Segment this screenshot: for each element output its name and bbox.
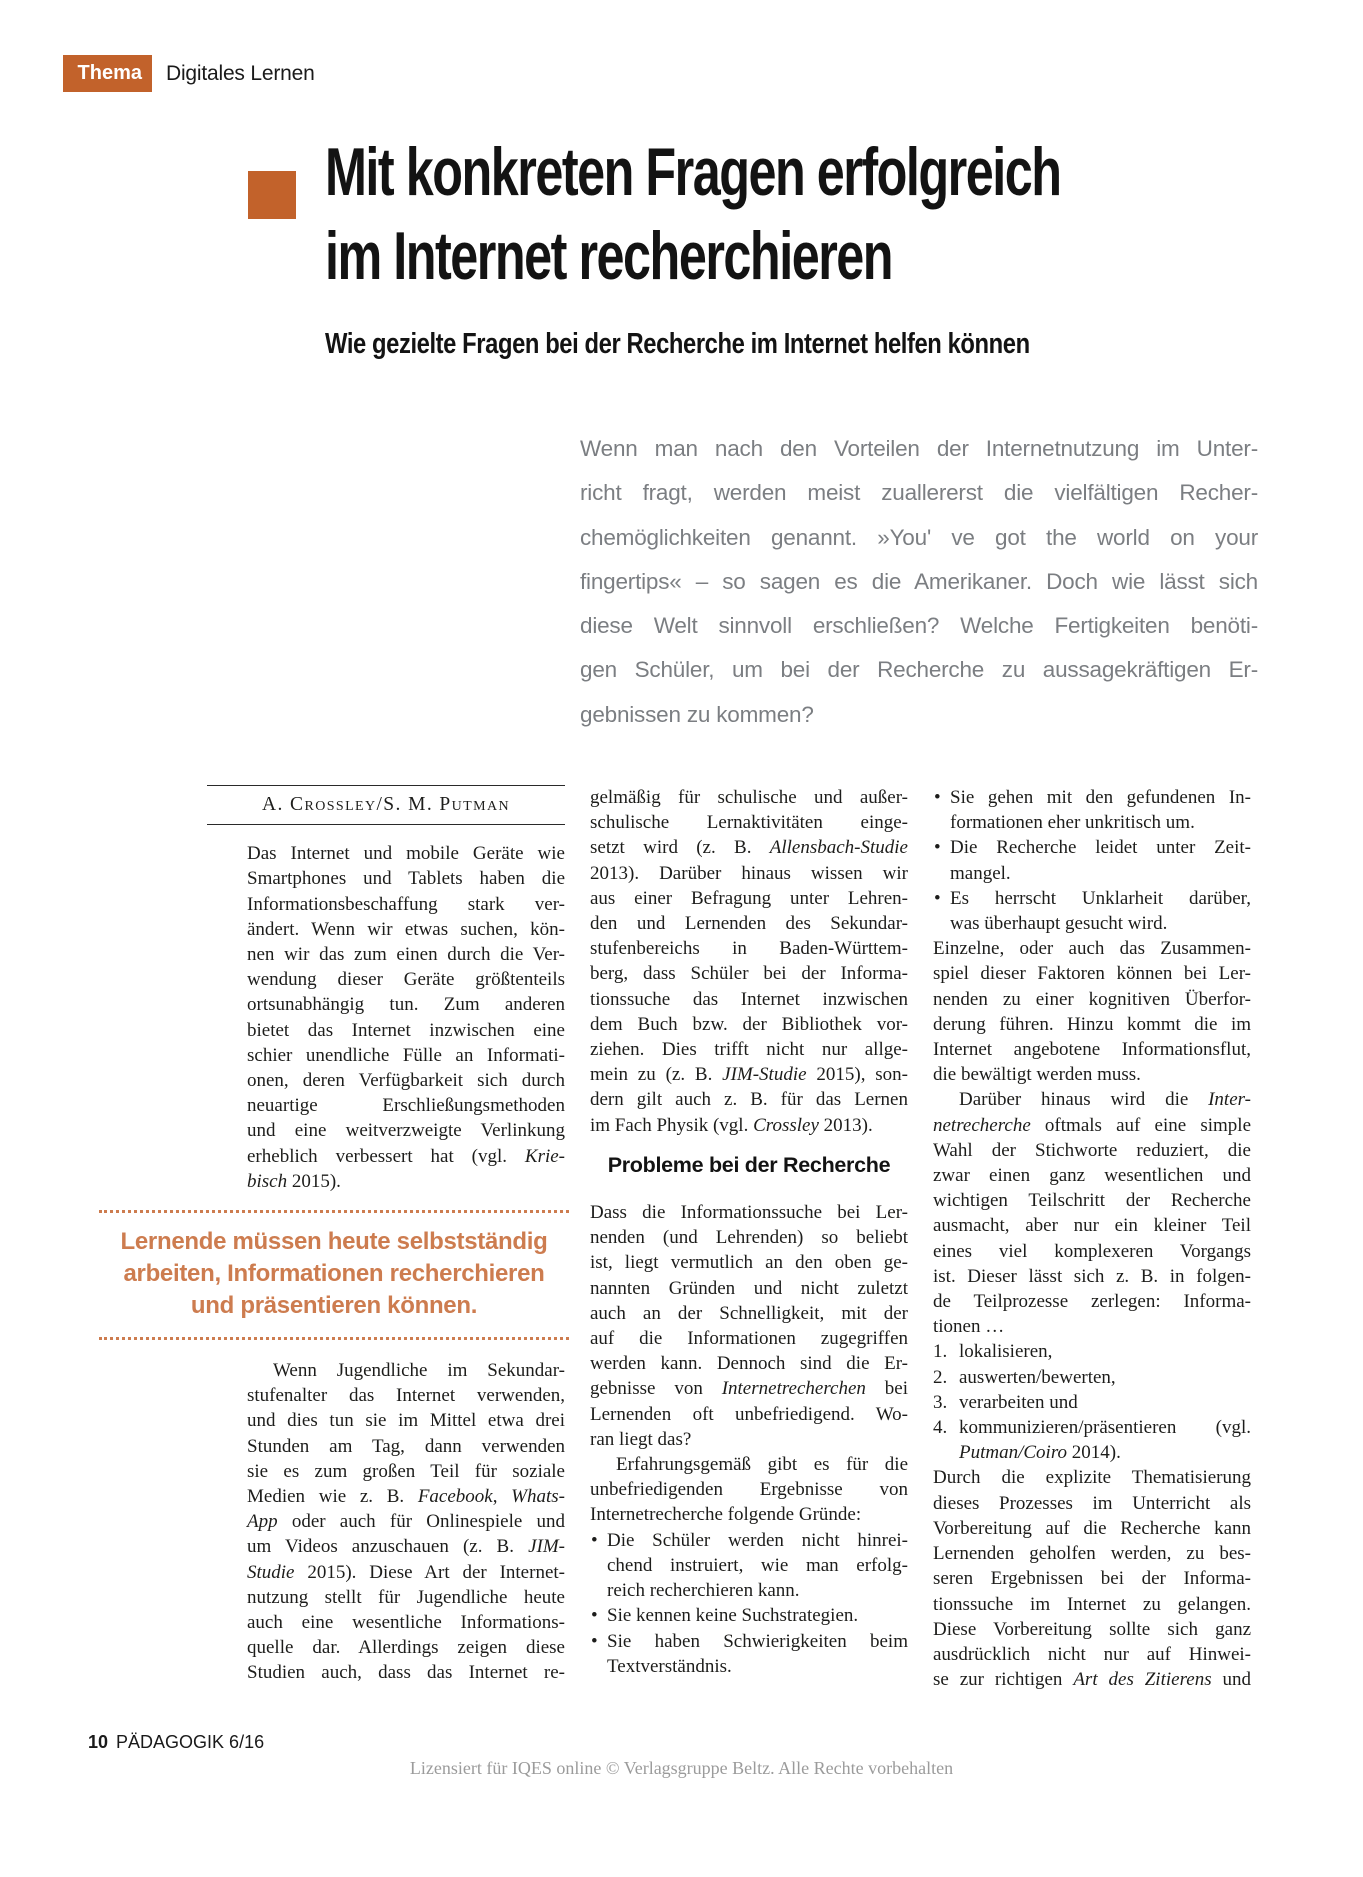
pull-quote-line: arbeiten, Informationen recherchieren: [123, 1260, 545, 1288]
pull-quote-line: und präsentieren können.: [190, 1292, 478, 1320]
text-line: Darüber hinaus wird die Inter-: [959, 1089, 1251, 1111]
text-line: bisch 2015).: [247, 1170, 341, 1192]
paragraph: [933, 1087, 1251, 1339]
text-line: Es herrscht Unklarheit darüber,: [950, 887, 1251, 909]
item-number: 3.: [933, 1391, 948, 1413]
bullet-icon: •: [934, 787, 941, 808]
text-line: Wahl der Stichworte reduziert, die: [933, 1139, 1251, 1161]
text-line: ist. Dieser lässt sich z. B. in folgen-: [933, 1265, 1251, 1287]
title-line-2: im Internet recherchieren: [325, 218, 893, 294]
text-line: spiel dieser Faktoren können bei Ler-: [933, 963, 1251, 985]
text-line: dieses Prozesses im Unterricht als: [933, 1492, 1251, 1514]
text-line: Die Schüler werden nicht hinrei-: [607, 1529, 908, 1551]
article-title: [325, 130, 1319, 361]
text-line: 2013). Darüber hinaus wissen wir: [590, 862, 908, 884]
bullet-item: [590, 1528, 908, 1604]
text-line: stufenalter das Internet verwenden,: [247, 1385, 565, 1407]
text-line: Sie gehen mit den gefundenen In-: [950, 787, 1251, 808]
numbered-item: [933, 1365, 1251, 1390]
text-line: chend instruiert, wie man erfolg-: [607, 1554, 908, 1576]
text-line: Lernenden geholfen werden, zu bes-: [933, 1543, 1251, 1565]
title-line-1: Mit konkreten Fragen erfolgreich: [325, 134, 1061, 210]
text-line: wichtigen Teilschritt der Recherche: [933, 1190, 1251, 1212]
numbered-item: [933, 1339, 1251, 1364]
bullet-icon: •: [591, 1630, 598, 1652]
text-line: gebnissen zu kommen?: [580, 701, 814, 727]
text-line: Putman/Coiro 2014).: [959, 1442, 1121, 1464]
item-number: 2.: [933, 1366, 948, 1388]
paragraph: [590, 1452, 908, 1528]
text-column-1: [120, 785, 565, 1686]
text-line: die bewältigt werden muss.: [933, 1064, 1141, 1086]
bullet-item: [933, 785, 1251, 835]
text-line: Textverständnis.: [607, 1655, 732, 1677]
journal-name: PÄDAGOGIK 6/16: [116, 1732, 265, 1752]
orange-square-marker: [248, 171, 296, 219]
text-line: tionen …: [933, 1316, 1005, 1338]
text-line: verarbeiten und: [959, 1391, 1078, 1413]
text-line: onen, deren Verfügbarkeit sich durch: [247, 1070, 565, 1092]
text-line: mangel.: [950, 862, 1011, 884]
bullet-icon: •: [934, 837, 941, 859]
text-line: Informationsbeschaffung stark ver-: [247, 893, 565, 915]
text-line: den und Lernenden des Sekundar-: [590, 913, 908, 935]
paragraph: [933, 936, 1251, 1087]
text-line: diese Welt sinnvoll erschließen? Welche Fertigkeiten benöti-: [580, 613, 1258, 639]
text-line: auch an der Schnelligkeit, mit der: [590, 1302, 908, 1324]
numbered-item: [933, 1415, 1251, 1465]
text-line: Lernenden oft unbefriedigend. Wo-: [590, 1403, 908, 1425]
text-line: Wenn man nach den Vorteilen der Internetnutzung im Unter-: [580, 436, 1258, 461]
text-line: ausmacht, aber nur ein kleiner Teil: [933, 1215, 1251, 1237]
text-line: seren Ergebnissen bei der Informa-: [933, 1568, 1251, 1590]
text-line: Die Recherche leidet unter Zeit-: [950, 837, 1251, 859]
thema-tag: [63, 55, 152, 92]
bullet-item: [933, 835, 1251, 885]
bullet-icon: •: [591, 1605, 598, 1627]
text-column-3: [933, 785, 1251, 1692]
text-line: gelmäßig für schulische und außer-: [590, 787, 908, 808]
text-line: gebnisse von Internetrecherchen bei: [590, 1378, 908, 1400]
intro-paragraph: [580, 427, 1258, 737]
topic-label: Digitales Lernen: [166, 61, 315, 85]
footer-folio: [88, 1732, 264, 1753]
text-line: um Videos anzuschauen (z. B. JIM-: [247, 1536, 565, 1558]
paragraph: [590, 1200, 908, 1452]
text-line: Das Internet und mobile Geräte wie: [247, 843, 565, 865]
text-line: tionssuche das Internet inzwischen: [590, 988, 908, 1010]
text-line: im Fach Physik (vgl. Crossley 2013).: [590, 1114, 873, 1136]
article-subtitle: Wie gezielte Fragen bei der Recherche im Internet helfen können: [325, 328, 1030, 360]
text-line: quelle dar. Allerdings zeigen diese: [247, 1637, 565, 1659]
text-line: Smartphones und Tablets haben die: [247, 868, 565, 890]
text-line: lokalisieren,: [959, 1341, 1053, 1363]
text-line: was überhaupt gesucht wird.: [950, 913, 1168, 935]
text-line: mein zu (z. B. JIM-Studie 2015), son-: [590, 1064, 908, 1086]
text-line: gen Schüler, um bei der Recherche zu aussagekräftigen Er-: [580, 657, 1258, 683]
text-line: wendung dieser Geräte größtenteils: [247, 969, 565, 991]
text-line: setzt wird (z. B. Allensbach-Studie: [590, 837, 908, 859]
text-line: erheblich verbessert hat (vgl. Krie-: [247, 1145, 565, 1167]
text-line: Sie haben Schwierigkeiten beim: [607, 1630, 908, 1652]
pull-quote: [99, 1210, 569, 1340]
text-line: sie es zum großen Teil für soziale: [247, 1460, 565, 1482]
text-line: auf die Informationen zugegriffen: [590, 1328, 908, 1350]
paragraph: [590, 785, 908, 1138]
license-line: Lizensiert für IQES online © Verlagsgruppe Beltz. Alle Rechte vorbehalten: [409, 1758, 954, 1778]
text-line: Stunden am Tag, dann verwenden: [247, 1435, 565, 1457]
text-line: richt fragt, werden meist zuallererst die vielfältigen Recher-: [580, 480, 1258, 506]
text-line: nutzung stellt für Jugendliche heute: [247, 1586, 565, 1608]
paragraph: [247, 841, 565, 1194]
bullet-item: [933, 886, 1251, 936]
text-line: se zur richtigen Art des Zitierens und: [933, 1669, 1251, 1691]
text-line: werden kann. Dennoch sind die Er-: [590, 1353, 908, 1375]
text-line: chemöglichkeiten genannt. »You' ve got the world on your: [580, 524, 1258, 550]
bullet-item: [590, 1603, 908, 1628]
paragraph: [247, 1358, 565, 1686]
text-line: tionssuche im Internet zu gelangen.: [933, 1593, 1251, 1615]
text-line: Vorbereitung auf die Recherche kann: [933, 1517, 1251, 1539]
text-line: App oder auch für Onlinespiele und: [247, 1511, 565, 1533]
bullet-icon: •: [934, 887, 941, 909]
text-line: reich recherchieren kann.: [607, 1580, 800, 1602]
author-line: A. Crossley/S. M. Putman: [207, 785, 565, 825]
text-line: nen wir das zum einen durch die Ver-: [247, 944, 565, 966]
text-line: bietet das Internet inzwischen eine: [247, 1019, 565, 1041]
text-line: neuartige Erschließungsmethoden: [247, 1095, 565, 1117]
text-line: Erfahrungsgemäß gibt es für die: [616, 1454, 908, 1476]
text-line: aus einer Befragung unter Lehren-: [590, 887, 908, 909]
text-line: berg, dass Schüler bei der Informa-: [590, 963, 908, 985]
text-column-2: [590, 785, 908, 1679]
text-line: unbefriedigenden Ergebnisse von: [590, 1479, 908, 1501]
text-line: Wenn Jugendliche im Sekundar-: [273, 1360, 565, 1382]
text-line: schier unendliche Fülle an Informati-: [247, 1044, 565, 1066]
text-line: kommunizieren/präsentieren (vgl.: [959, 1417, 1251, 1439]
text-line: Diese Vorbereitung sollte sich ganz: [933, 1618, 1251, 1640]
text-line: auch eine wesentliche Informations-: [247, 1612, 565, 1634]
thema-tag-label: Thema: [77, 62, 142, 84]
text-line: ortsunabhängig tun. Zum anderen: [247, 994, 565, 1016]
paragraph: [933, 1465, 1251, 1692]
page-number: 10: [88, 1732, 109, 1752]
text-line: dern gilt auch z. B. für das Lernen: [590, 1089, 908, 1111]
numbered-item: [933, 1390, 1251, 1415]
text-line: ziehen. Dies trifft nicht nur allge-: [590, 1039, 908, 1061]
text-line: und dies tun sie im Mittel etwa drei: [247, 1410, 565, 1432]
text-line: ist, liegt vermutlich an den oben ge-: [590, 1252, 908, 1274]
text-line: und eine weitverzweigte Verlinkung: [247, 1120, 565, 1142]
text-line: zwar einen ganz wesentlichen und: [933, 1165, 1251, 1187]
item-number: 1.: [933, 1341, 948, 1363]
text-line: eines viel komplexeren Vorgangs: [933, 1240, 1251, 1262]
text-line: Studien auch, dass das Internet re-: [247, 1662, 565, 1684]
text-line: Sie kennen keine Suchstrategien.: [607, 1605, 859, 1627]
text-line: fingertips« – so sagen es die Amerikaner. Doch wie lässt sich: [580, 568, 1258, 594]
text-line: netrecherche oftmals auf eine simple: [933, 1114, 1251, 1136]
text-line: formationen eher unkritisch um.: [950, 812, 1195, 834]
bullet-item: [590, 1629, 908, 1679]
text-line: ändert. Wenn wir etwas suchen, kön-: [247, 918, 565, 940]
text-line: ran liegt das?: [590, 1428, 692, 1450]
text-line: Dass die Informationssuche bei Ler-: [590, 1202, 908, 1224]
text-line: Einzelne, oder auch das Zusammen-: [933, 938, 1251, 960]
text-line: nannten Gründen und nicht zuletzt: [590, 1277, 908, 1299]
text-line: auswerten/bewerten,: [959, 1366, 1116, 1388]
text-line: Medien wie z. B. Facebook, Whats-: [247, 1486, 565, 1508]
item-number: 4.: [933, 1417, 948, 1439]
text-line: Internet angebotene Informationsflut,: [933, 1039, 1251, 1061]
text-line: ausdrücklich nicht nur auf Hinwei-: [933, 1643, 1251, 1665]
page-header: [63, 55, 315, 92]
text-line: de Teilprozesse zerlegen: Informa-: [933, 1291, 1251, 1313]
text-line: nenden zu einer kognitiven Überfor-: [933, 988, 1251, 1010]
numbered-list: [933, 1339, 1251, 1465]
pull-quote-line: Lernende müssen heute selbstständig: [120, 1228, 548, 1256]
text-line: stufenbereichs in Baden-Württem-: [590, 938, 908, 960]
text-line: schulische Lernaktivitäten einge-: [590, 812, 908, 834]
text-line: Studie 2015). Diese Art der Internet-: [247, 1561, 565, 1583]
bullet-icon: •: [591, 1529, 598, 1551]
section-heading: Probleme bei der Recherche: [607, 1152, 891, 1177]
text-line: Internetrecherche folgende Gründe:: [590, 1504, 862, 1526]
text-line: nenden (und Lehrenden) so beliebt: [590, 1227, 908, 1249]
text-line: Durch die explizite Thematisierung: [933, 1467, 1251, 1489]
text-line: dem Buch bzw. der Bibliothek vor-: [590, 1013, 908, 1035]
text-line: derung führen. Hinzu kommt die im: [933, 1013, 1251, 1035]
